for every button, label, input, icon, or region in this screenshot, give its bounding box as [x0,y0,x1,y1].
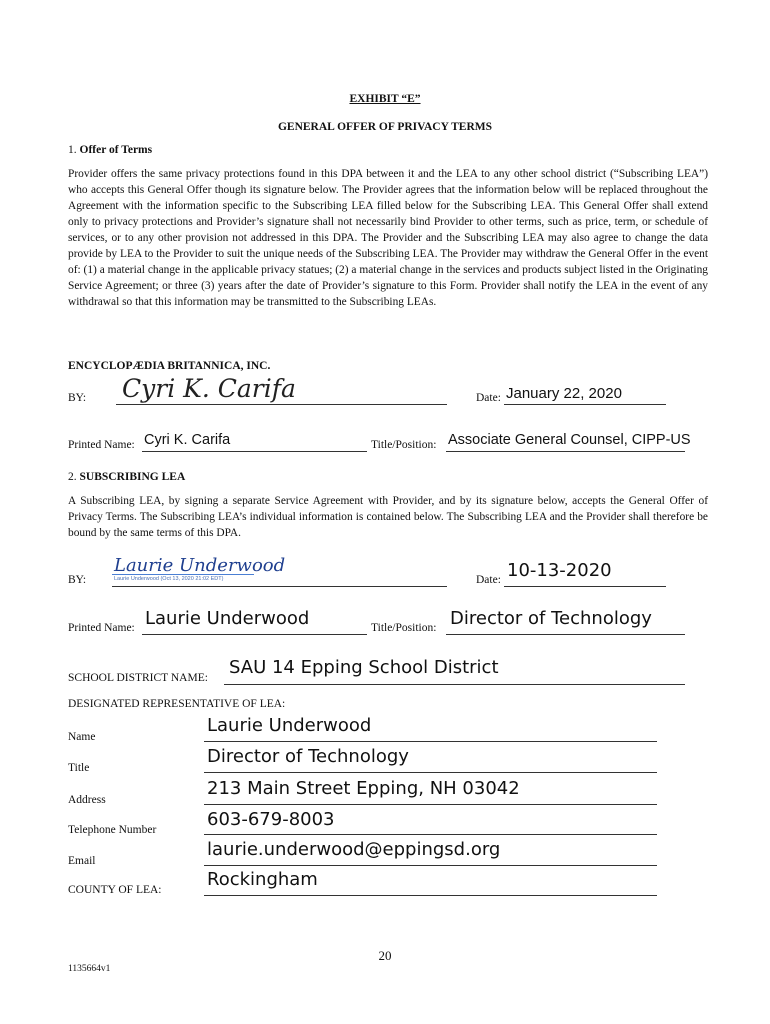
lea-printed-name[interactable]: Laurie Underwood [145,608,310,629]
provider-by-label: BY: [68,392,87,404]
provider-title-label: Title/Position: [371,439,437,451]
page-number: 20 [378,948,392,963]
district-name[interactable]: SAU 14 Epping School District [229,657,499,678]
rep-name[interactable]: Laurie Underwood [207,715,372,736]
lea-date-label: Date: [476,574,501,586]
rep-email[interactable]: laurie.underwood@eppingsd.org [207,839,501,860]
district-label: SCHOOL DISTRICT NAME: [68,672,208,684]
rep-phone-line [204,834,657,835]
rep-name-line [204,741,657,742]
lea-signature-underline [112,574,254,575]
rep-title-line [204,772,657,773]
rep-title-label: Title [68,762,90,774]
lea-printed-name-line [142,634,367,635]
rep-phone-label: Telephone Number [68,824,157,836]
rep-address-line [204,804,657,805]
rep-county-line [204,895,657,896]
rep-county-label: COUNTY OF LEA: [68,884,162,896]
provider-title-line [446,451,685,452]
district-line [224,684,685,685]
provider-printed-name-label: Printed Name: [68,439,135,451]
lea-date[interactable]: 10-13-2020 [507,560,612,581]
rep-name-label: Name [68,731,96,743]
exhibit-title: EXHIBIT “E” [349,93,421,105]
rep-county[interactable]: Rockingham [207,869,318,890]
section1-paragraph: Provider offers the same privacy protections found in this DPA between it and the LEA to any other school district (“Subscribing LEA”) who accepts this General Offer though its signature below. The Provider agrees that the information below will be replaced throughout the Agreement with the information specific to the Subscribing LEA filled below for the Subscribing LEA. This General Offer shall extend only to privacy protections and Provider’s signature shall not necessarily bind Provider to other terms, such as price, term, or schedule of services, or to any other provision not addressed in this DPA. The Provider and the Subscribing LEA may also agree to change the data provide by LEA to the Provider to suit the unique needs of the Subscribing LEA. The Provider may withdraw the General Offer in the event of: (1) a material change in the applicable privacy statues; (2) a material change in the services and products subject listed in the Originating Service Agreement; or three (3) years after the date of Provider’s signature to this Form. Provider shall notify the LEA in the event of any withdrawal so that this information may be transmitted to the Subscribing LEAs. [68,168,708,308]
designated-label: DESIGNATED REPRESENTATIVE OF LEA: [68,698,286,710]
rep-address-label: Address [68,794,106,806]
provider-company: ENCYCLOPÆDIA BRITANNICA, INC. [68,360,271,372]
provider-date-line [504,404,666,405]
section1-heading: 1. Offer of Terms [68,144,153,156]
lea-title-line [446,634,685,635]
lea-signature-line [112,586,447,587]
rep-phone[interactable]: 603-679-8003 [207,809,335,830]
lea-title-label: Title/Position: [371,622,437,634]
doc-id: 1135664v1 [68,964,111,974]
provider-printed-name-line [142,451,367,452]
rep-email-line [204,865,657,866]
provider-title[interactable]: Associate General Counsel, CIPP-US [448,432,691,448]
provider-printed-name[interactable]: Cyri K. Carifa [144,432,231,448]
lea-by-label: BY: [68,574,87,586]
lea-signature-stamp: Laurie Underwood (Oct 13, 2020 21:02 EDT) [114,576,224,582]
lea-date-line [504,586,666,587]
provider-signature-line [116,404,447,405]
exhibit-subtitle: GENERAL OFFER OF PRIVACY TERMS [277,121,493,133]
lea-printed-name-label: Printed Name: [68,622,135,634]
section2-heading: 2. SUBSCRIBING LEA [68,471,186,483]
provider-date[interactable]: January 22, 2020 [506,385,622,402]
provider-signature: Cyri K. Carifa [122,374,296,403]
section2-paragraph: A Subscribing LEA, by signing a separate Service Agreement with Provider, and by its signature below, accepts the General Offer of Privacy Terms. The Subscribing LEA’s individual information is contained below. The Subscribing LEA and the Provider shall therefore be bound by the same terms of this DPA. [68,495,708,539]
rep-email-label: Email [68,855,96,867]
rep-title[interactable]: Director of Technology [207,746,409,767]
rep-address[interactable]: 213 Main Street Epping, NH 03042 [207,778,520,799]
lea-signature: Laurie Underwood [114,555,286,576]
provider-date-label: Date: [476,392,501,404]
lea-title[interactable]: Director of Technology [450,608,652,629]
